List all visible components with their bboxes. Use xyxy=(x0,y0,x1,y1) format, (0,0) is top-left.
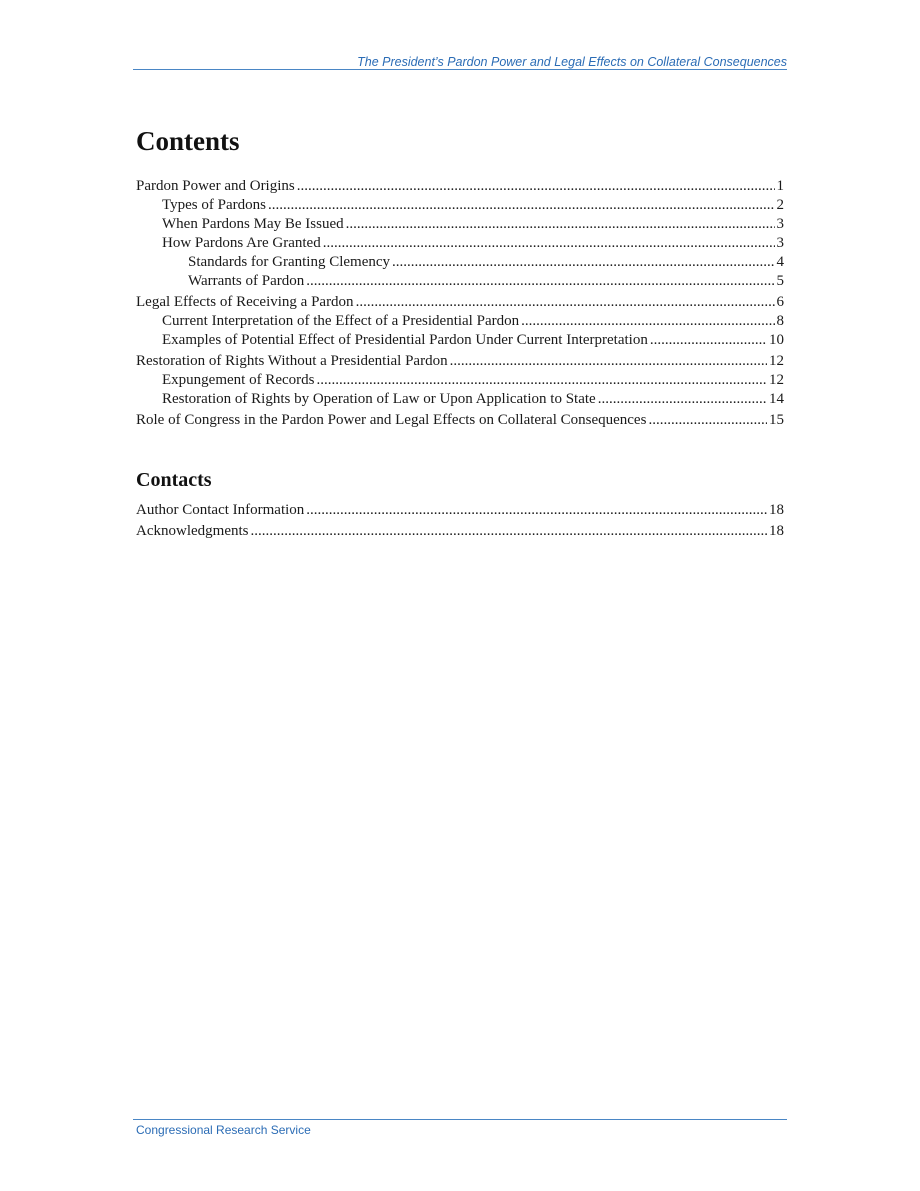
toc-entry-page: 3 xyxy=(776,235,784,251)
toc-entry[interactable] xyxy=(136,253,784,272)
contacts-list xyxy=(136,501,784,541)
page-header xyxy=(133,55,787,70)
toc-entry-page: 1 xyxy=(776,178,784,194)
toc-entry-title: Expungement of Records xyxy=(162,372,315,388)
toc-entry-title: Examples of Potential Effect of Presidential Pardon Under Current Interpretation xyxy=(162,332,648,348)
contents-heading: Contents xyxy=(136,126,240,156)
toc-entry-title: Pardon Power and Origins xyxy=(136,178,295,194)
toc-leader xyxy=(450,352,767,371)
header-title: The President’s Pardon Power and Legal Effects on Collateral Consequences xyxy=(357,55,787,69)
toc-leader xyxy=(297,177,775,196)
toc-entry-page: 5 xyxy=(776,273,784,289)
toc-entry[interactable] xyxy=(136,196,784,215)
contacts-entry[interactable] xyxy=(136,501,784,520)
toc-entry-page: 12 xyxy=(769,372,784,388)
toc-entry-page: 12 xyxy=(769,353,784,369)
toc-entry[interactable] xyxy=(136,390,784,409)
toc-leader xyxy=(306,501,767,520)
contacts-heading: Contacts xyxy=(136,469,212,491)
toc-entry-title: Standards for Granting Clemency xyxy=(188,254,391,270)
toc-leader xyxy=(356,293,775,312)
toc-leader xyxy=(323,234,775,253)
main-content xyxy=(136,123,784,541)
toc-leader xyxy=(306,272,774,291)
toc-entry[interactable] xyxy=(136,272,784,291)
page-footer xyxy=(133,1119,787,1138)
toc-entry-title: How Pardons Are Granted xyxy=(162,235,321,251)
contacts-entry-title: Acknowledgments xyxy=(136,523,249,539)
toc-entry[interactable] xyxy=(136,312,784,331)
toc-entry-title: Legal Effects of Receiving a Pardon xyxy=(136,294,354,310)
toc-entry-title: Restoration of Rights Without a Presidential Pardon xyxy=(136,353,448,369)
toc-entry[interactable] xyxy=(136,177,784,196)
contacts-entry[interactable] xyxy=(136,522,784,541)
toc-entry-page: 6 xyxy=(776,294,784,310)
toc-entry-page: 10 xyxy=(769,332,784,348)
toc-entry-page: 15 xyxy=(769,412,784,428)
contacts-entry-page: 18 xyxy=(769,523,784,539)
toc-entry-title: Current Interpretation of the Effect of a Presidential Pardon xyxy=(162,313,520,329)
toc-leader xyxy=(268,196,775,215)
toc-leader xyxy=(250,522,767,541)
toc-leader xyxy=(650,331,767,350)
toc-entry-title: When Pardons May Be Issued xyxy=(162,216,344,232)
toc-leader xyxy=(392,253,774,272)
toc-entry[interactable] xyxy=(136,411,784,430)
toc-entry[interactable] xyxy=(136,234,784,253)
toc-entry-title: Types of Pardons xyxy=(162,197,266,213)
toc-entry-title: Restoration of Rights by Operation of Law or Upon Application to State xyxy=(162,391,596,407)
toc-leader xyxy=(598,390,767,409)
toc-list xyxy=(136,177,784,430)
contacts-entry-page: 18 xyxy=(769,502,784,518)
toc-entry[interactable] xyxy=(136,352,784,371)
toc-entry-title: Role of Congress in the Pardon Power and Legal Effects on Collateral Consequences xyxy=(136,412,647,428)
toc-entry-page: 2 xyxy=(776,197,784,213)
footer-text: Congressional Research Service xyxy=(136,1123,311,1137)
toc-leader xyxy=(346,215,775,234)
toc-entry[interactable] xyxy=(136,293,784,312)
toc-entry[interactable] xyxy=(136,371,784,390)
toc-entry-title: Warrants of Pardon xyxy=(188,273,305,289)
toc-entry[interactable] xyxy=(136,331,784,350)
toc-entry-page: 4 xyxy=(776,254,784,270)
toc-entry-page: 8 xyxy=(776,313,784,329)
contacts-entry-title: Author Contact Information xyxy=(136,502,305,518)
toc-entry[interactable] xyxy=(136,215,784,234)
toc-leader xyxy=(316,371,767,390)
toc-entry-page: 14 xyxy=(769,391,784,407)
toc-leader xyxy=(648,411,767,430)
toc-leader xyxy=(521,312,774,331)
toc-entry-page: 3 xyxy=(776,216,784,232)
